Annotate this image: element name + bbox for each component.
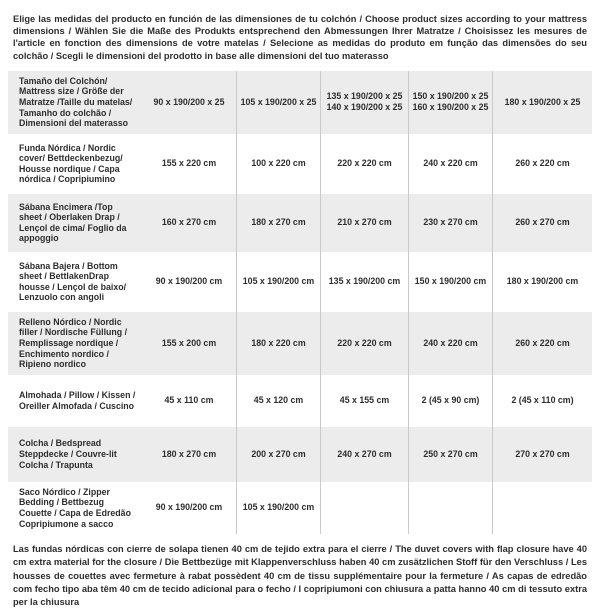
cell-value: 2 (45 x 110 cm) [492,375,592,427]
cell-value-line: 160 x 190/200 x 25 [412,102,489,113]
cell-value: 45 x 120 cm [236,375,320,427]
cell-value: 150 x 190/200 cm [408,252,492,312]
cell-value-line: 135 x 190/200 x 25 [326,91,403,102]
cell-value: 90 x 190/200 cm [155,502,223,513]
cell-value: 155 x 220 cm [161,158,217,169]
cell-value: 220 x 220 cm [320,134,408,194]
cell-value: 230 x 270 cm [408,194,492,252]
cell-value: 105 x 190/200 x 25 [236,71,320,134]
cell-value: 220 x 220 cm [320,312,408,375]
table-row-bedspread [8,427,592,482]
size-table [8,71,592,534]
intro-text: Elige las medidas del producto en función de las dimensiones de tu colchón / Choose product sizes according to your mattress dimensions / Wählen Sie die Maße des Produkts entsprechend den Abmessungen Ihrer Matratze / Choisissez les mesures de l'article en fonction des dimensions de votre matelas / Selecione as medidas do produto em função das dimensões do seu colchão / Scegli le dimensioni del prodotto in base alle dimensioni del tuo materasso [13,14,587,61]
cell-value: 155 x 200 cm [161,337,217,348]
cell-value: 45 x 110 cm [164,395,214,406]
cell-value: 200 x 270 cm [236,427,320,482]
cell-value: 100 x 220 cm [236,134,320,194]
cell-value: 260 x 220 cm [492,312,592,375]
cell-value: 105 x 190/200 cm [236,252,320,312]
cell-value: 260 x 270 cm [492,194,592,252]
cell-value: 270 x 270 cm [492,427,592,482]
row-label: Relleno Nórdico / Nordic filler / Nordische Füllung / Remplissage nordique / Enchimento nordico / Ripieno nordico [19,316,128,370]
row-label: Almohada / Pillow / Kissen / Oreiller Almofada / Cuscino [19,390,136,411]
cell-value [320,482,408,534]
cell-value: 180 x 270 cm [161,448,217,459]
cell-value: 240 x 270 cm [320,427,408,482]
cell-value [492,482,592,534]
cell-value [408,482,492,534]
cell-value: 240 x 220 cm [408,134,492,194]
row-label: Tamaño del Colchón/ Mattress size / Größe der Matratze /Taille du matelas/ Tamanho do colchão / Dimensioni del materasso [19,75,133,129]
cell-value: 210 x 270 cm [320,194,408,252]
cell-value: 45 x 155 cm [320,375,408,427]
cell-value: 240 x 220 cm [408,312,492,375]
cell-value: 135 x 190/200 cm [320,252,408,312]
cell-value-line: 140 x 190/200 x 25 [326,102,403,113]
cell-value-line: 150 x 190/200 x 25 [412,91,489,102]
table-row-mattress-size [8,71,592,134]
cell-value: 250 x 270 cm [408,427,492,482]
cell-value [408,71,492,134]
table-row-bottom-sheet [8,252,592,312]
row-label: Saco Nórdico / Zipper Bedding / Bettbezug Couette / Capa de Edredão Copripiumone a sacco [19,486,131,529]
cell-value: 2 (45 x 90 cm) [408,375,492,427]
cell-value: 160 x 270 cm [161,217,217,228]
cell-value: 90 x 190/200 x 25 [153,96,225,107]
cell-value [320,71,408,134]
cell-value: 260 x 220 cm [492,134,592,194]
table-row-nordic-cover [8,134,592,194]
cell-value: 180 x 220 cm [236,312,320,375]
cell-value: 90 x 190/200 cm [155,276,223,287]
table-row-top-sheet [8,194,592,252]
footnote-text: Las fundas nórdicas con cierre de solapa tienen 40 cm de tejido extra para el cierre / The duvet covers with flap closure have 40 cm extra material for the closure / Die Bettbezüge mit Klappenverschluss haben 40 cm zusätzlichen Stoff für den Verschluss / Les housses de couettes avec fermeture à rabat possèdent 40 cm de tissu supplémentaire pour la fermeture / As capas de edredão com fecho tipo aba têm 40 cm de tecido adicional para o fecho / I copripiumoni con chiusura a patta hanno 40 cm di tessuto extra per la chiusura [13,544,587,607]
cell-value: 180 x 190/200 x 25 [492,71,592,134]
row-label: Colcha / Bedspread Steppdecke / Couvre-lit Colcha / Trapunta [19,438,117,470]
row-label: Sábana Bajera / Bottom sheet / BettlakenDrap housse / Lençol de baixo/ Lenzuolo con angoli [19,260,127,303]
table-row-nordic-filler [8,312,592,375]
row-label: Sábana Encimera /Top sheet / Oberlaken Drap / Lençol de cima/ Foglio da appoggio [19,201,127,244]
cell-value: 105 x 190/200 cm [236,482,320,534]
cell-value: 180 x 190/200 cm [492,252,592,312]
table-row-pillow [8,375,592,427]
cell-value: 180 x 270 cm [236,194,320,252]
row-label: Funda Nórdica / Nordic cover/ Bettdeckenbezug/ Housse nordique / Capa nórdica / Copripiumino [19,142,123,185]
size-guide-page [0,13,600,609]
table-row-zipper-bedding [8,482,592,534]
